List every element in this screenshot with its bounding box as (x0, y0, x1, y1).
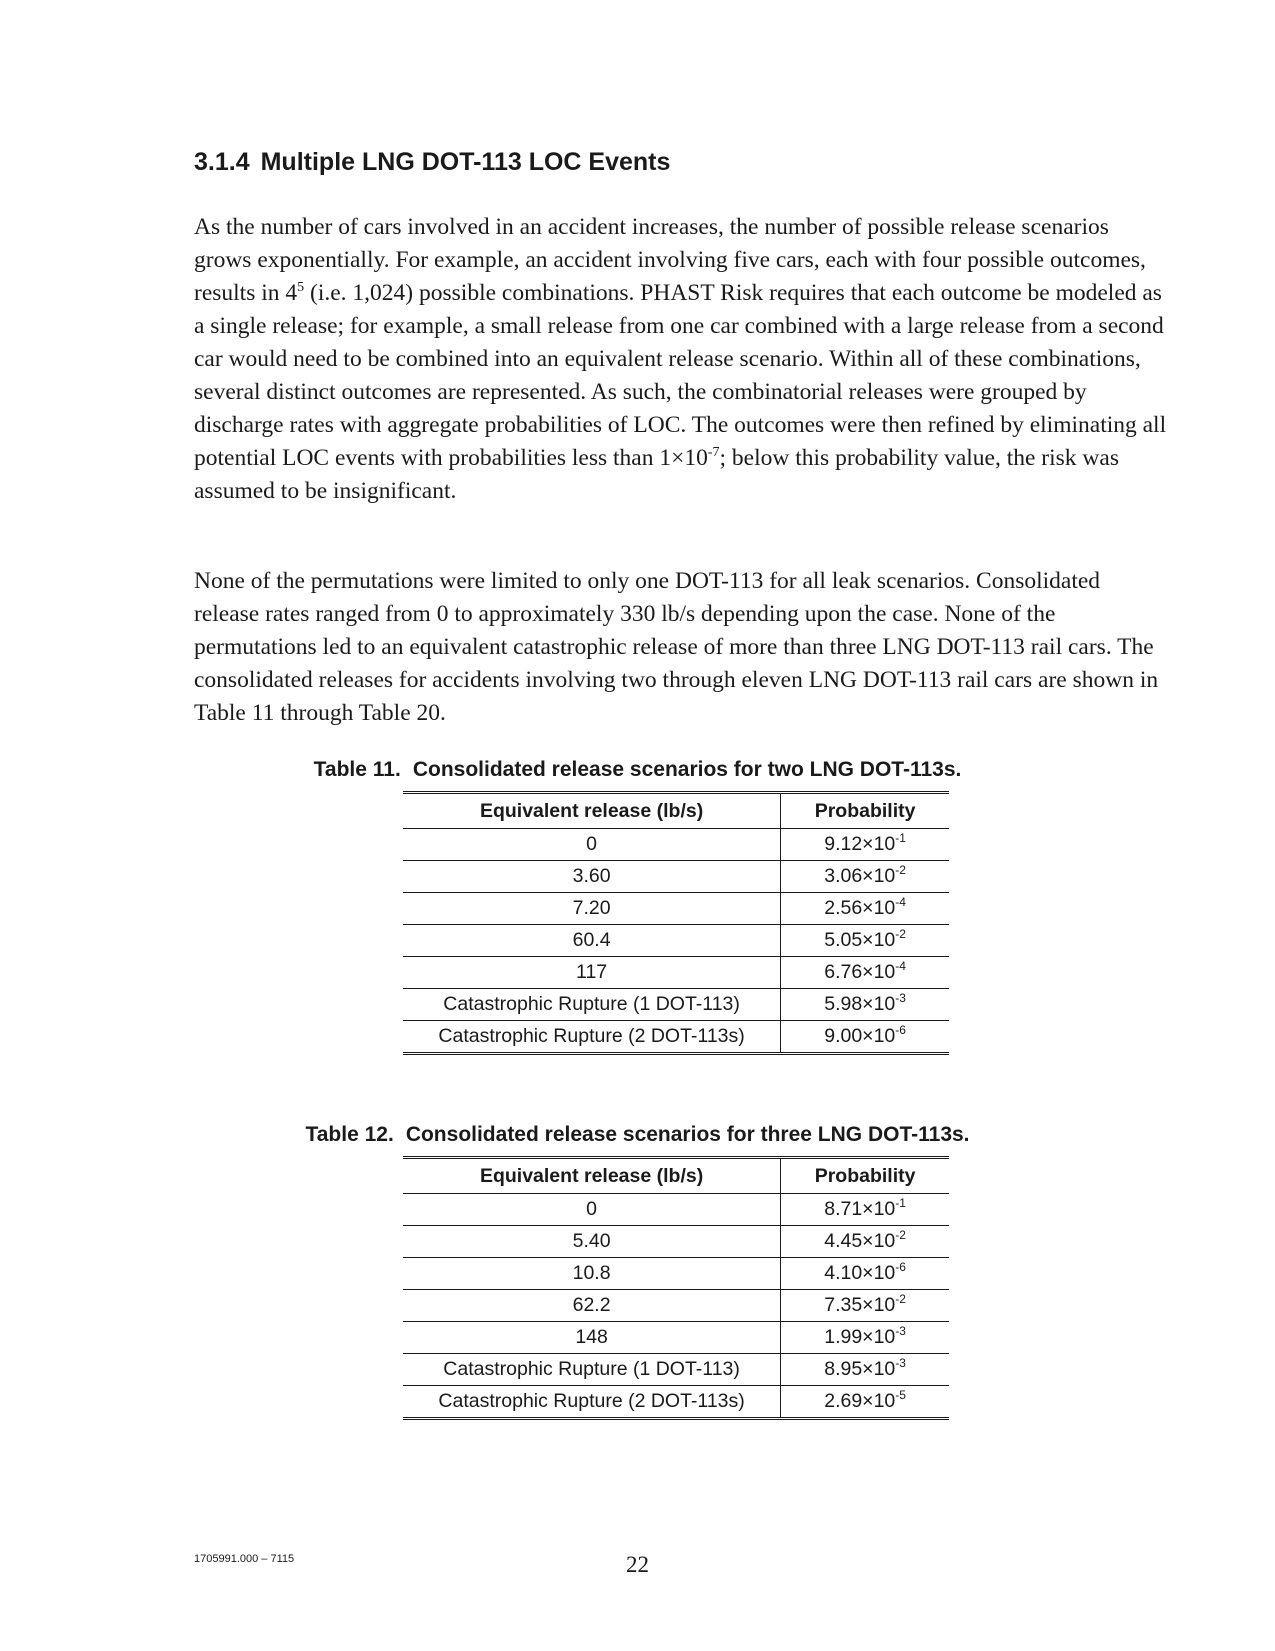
table-row (403, 1386, 949, 1419)
table-row (403, 1258, 949, 1290)
release-cell: 5.40 (403, 1226, 781, 1258)
release-cell: Catastrophic Rupture (1 DOT-113) (403, 989, 781, 1021)
table-12 (403, 1156, 949, 1420)
table-row (403, 1194, 949, 1226)
table-row (403, 893, 949, 925)
table-row (403, 1226, 949, 1258)
release-cell: 0 (403, 1194, 781, 1226)
document-id: 1705991.000 – 7115 (194, 1553, 295, 1565)
table-header-row (403, 1158, 949, 1194)
probability-cell: $4.10\times 10^{-6}$ (781, 1258, 949, 1290)
page-number: 22 (626, 1552, 649, 1577)
probability-cell: $5.98\times 10^{-3}$ (781, 989, 949, 1021)
probability-cell: $5.05\times 10^{-2}$ (781, 925, 949, 957)
section-number: 3.1.4 (194, 148, 250, 176)
table-12-caption-text: Consolidated release scenarios for three LNG DOT-113s. (405, 1123, 970, 1146)
column-header-probability: Probability (781, 793, 949, 829)
probability-cell: $6.76\times 10^{-4}$ (781, 957, 949, 989)
para1-text-a: As the number of cars involved in an accident increases, the number of possible release scenarios grows exponentially. For example, an accident involving five cars, each with four possible outcomes, results in 4 (194, 214, 1146, 306)
table-row (403, 1322, 949, 1354)
column-header-release: Equivalent release (lb/s) (403, 1158, 781, 1194)
release-cell: 7.20 (403, 893, 781, 925)
release-cell: 117 (403, 957, 781, 989)
release-cell: 0 (403, 829, 781, 861)
body-paragraph-2: None of the permutations were limited to only one DOT-113 for all leak scenarios. Consolidated release rates ranged from 0 to approximately 330 lb/s depending upon the case. None of the permutations led to an equivalent catastrophic release of more than three LNG DOT-113 rail cars. The consolidated releases for accidents involving two through eleven LNG DOT-113 rail cars are shown in Table 11 through Table 20. (194, 568, 1159, 726)
release-cell: 60.4 (403, 925, 781, 957)
probability-cell: $2.56\times 10^{-4}$ (781, 893, 949, 925)
para1-text-b: (i.e. 1,024) possible combinations. PHAST Risk requires that each outcome be modeled as a single release; for example, a small release from one car combined with a large release from a second car would need to be combined into an equivalent release scenario. Within all of these combinations, several distinct outcomes are represented. As such, the combinatorial releases were grouped by discharge rates with aggregate probabilities of LOC. The outcomes were then refined by eliminating all potential LOC events with probabilities less than 1×10 (194, 280, 1167, 471)
table-row (403, 1354, 949, 1386)
release-cell: 3.60 (403, 861, 781, 893)
para1-text-c: ; below this probability value, the risk was assumed to be insignificant. (194, 445, 1119, 504)
release-cell: 10.8 (403, 1258, 781, 1290)
table-row (403, 1021, 949, 1054)
table-12-label: Table 12. (305, 1123, 394, 1146)
table-header-row (403, 793, 949, 829)
table-row (403, 957, 949, 989)
table-row (403, 925, 949, 957)
release-cell: Catastrophic Rupture (2 DOT-113s) (403, 1386, 781, 1419)
probability-cell: $8.95\times 10^{-3}$ (781, 1354, 949, 1386)
probability-cell: $9.00\times 10^{-6}$ (824, 1023, 906, 1047)
para1-superscript-a: 5 (297, 280, 305, 295)
probability-cell: $9.12\times 10^{-1}$ (781, 829, 949, 861)
probability-cell: $3.06\times 10^{-2}$ (781, 861, 949, 893)
probability-cell: $2.69\times 10^{-5}$ (824, 1388, 906, 1412)
body-paragraph-1 (194, 211, 1169, 508)
column-header-release: Equivalent release (lb/s) (403, 793, 781, 829)
release-cell: Catastrophic Rupture (1 DOT-113) (403, 1354, 781, 1386)
table-12-caption (0, 1123, 1275, 1147)
table-row (403, 861, 949, 893)
para1-superscript-b: -7 (707, 445, 720, 460)
table-11-caption (0, 758, 1275, 782)
section-heading (194, 148, 670, 177)
column-header-probability: Probability (781, 1158, 949, 1194)
table-11 (403, 791, 949, 1055)
probability-cell: $7.35\times 10^{-2}$ (781, 1290, 949, 1322)
probability-cell: $1.99\times 10^{-3}$ (781, 1322, 949, 1354)
release-cell: 148 (403, 1322, 781, 1354)
release-cell: Catastrophic Rupture (2 DOT-113s) (403, 1021, 781, 1054)
probability-cell: $8.71\times 10^{-1}$ (781, 1194, 949, 1226)
table-11-label: Table 11. (313, 758, 401, 781)
table-11-caption-text: Consolidated release scenarios for two LNG DOT-113s. (412, 758, 962, 781)
section-title: Multiple LNG DOT-113 LOC Events (260, 148, 671, 176)
release-cell: 62.2 (403, 1290, 781, 1322)
probability-cell: $4.45\times 10^{-2}$ (781, 1226, 949, 1258)
table-row (403, 1290, 949, 1322)
table-row (403, 989, 949, 1021)
table-row (403, 829, 949, 861)
